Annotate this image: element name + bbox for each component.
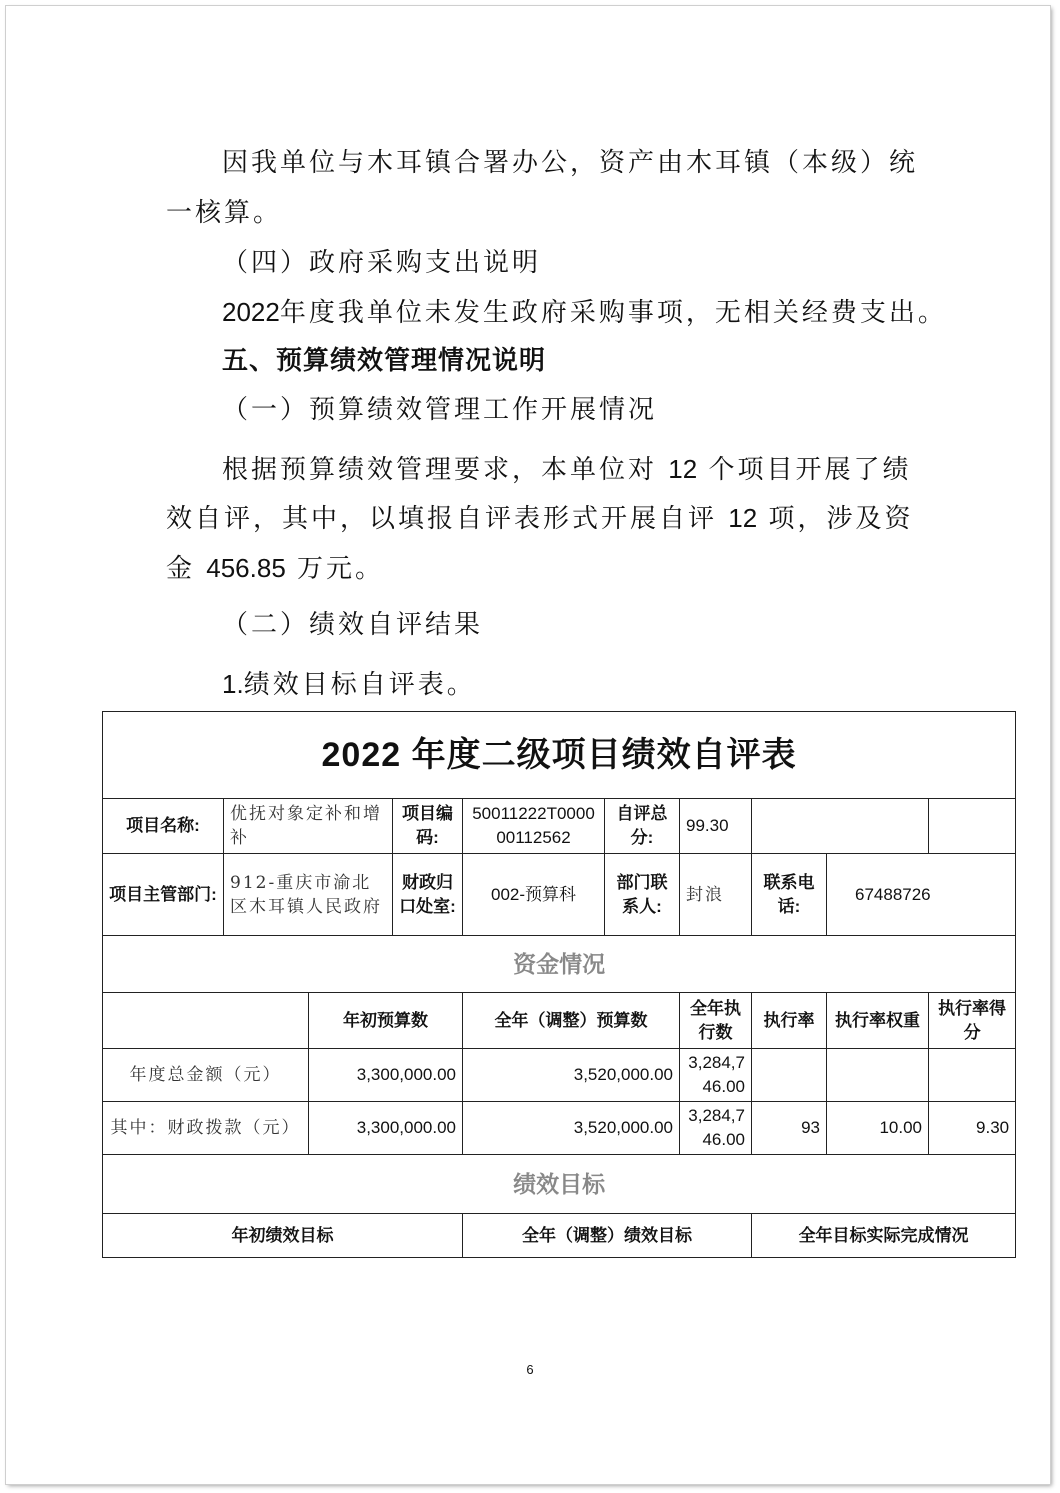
funds-row-fiscal-adjusted: 3,520,000.00 [463,1102,680,1155]
funds-row-total-score [929,1049,1016,1102]
evaluation-text-c: 效自评，其中，以填报自评表形式开展自评 [166,504,729,534]
empty-cell [103,993,309,1049]
project-code-value: 50011222T000000112562 [463,799,605,854]
procurement-text: 年度我单位未发生政府采购事项，无相关经费支出。 [279,298,947,328]
funds-header-adjusted: 全年（调整）预算数 [463,993,680,1049]
table-title: 2022 年度二级项目绩效自评表 [103,712,1016,799]
item-number: 1. [222,669,244,699]
self-eval-count: 12 [728,503,758,533]
funds-header-weight: 执行率权重 [827,993,929,1049]
finance-office-value: 002-预算科 [463,854,605,936]
evaluation-text-d: 项，涉及资 [757,504,914,534]
evaluation-text-a: 根据预算绩效管理要求，本单位对 [222,455,669,485]
project-code-label: 项目编码: [393,799,463,854]
page-number: 6 [526,1362,534,1377]
heading-performance-management: 五、预算绩效管理情况说明 [222,346,547,376]
project-name-value: 优抚对象定补和增补 [224,799,393,854]
funds-row-fiscal-initial: 3,300,000.00 [309,1102,463,1155]
paragraph-assets-line1: 因我单位与木耳镇合署办公，资产由木耳镇（本级）统 [222,148,919,178]
procurement-year: 2022 [222,297,280,327]
evaluation-text-b: 个项目开展了绩 [697,455,912,485]
funds-row-fiscal-score: 9.30 [929,1102,1016,1155]
heading-procurement: （四）政府采购支出说明 [222,248,542,278]
finance-office-label: 财政归口处室: [393,854,463,936]
performance-evaluation-table [102,711,1016,1258]
goals-section-title: 绩效目标 [103,1155,1016,1214]
item-text: 绩效目标自评表。 [243,670,476,700]
paragraph-procurement [222,297,947,328]
funds-row-total-rate [752,1049,827,1102]
paragraph-evaluation-line3 [166,553,384,584]
funds-row-fiscal-label: 其中：财政拨款（元） [103,1102,309,1155]
goals-header-actual: 全年目标实际完成情况 [752,1214,1016,1258]
evaluation-text-f: 万元。 [285,554,385,584]
dept-value: 912-重庆市渝北区木耳镇人民政府 [224,854,393,936]
funds-row-fiscal-rate: 93 [752,1102,827,1155]
project-count: 12 [668,454,698,484]
phone-label: 联系电话: [752,854,827,936]
evaluation-text-e: 金 [166,554,207,584]
heading-performance-work: （一）预算绩效管理工作开展情况 [222,395,658,425]
funds-section-title: 资金情况 [103,936,1016,993]
funds-header-score: 执行率得分 [929,993,1016,1049]
funds-row-fiscal-weight: 10.00 [827,1102,929,1155]
funds-header-executed: 全年执行数 [680,993,752,1049]
funds-row-fiscal-executed: 3,284,746.00 [680,1102,752,1155]
contact-label: 部门联系人: [605,854,680,936]
empty-cell [929,799,1016,854]
phone-value: 67488726 [827,854,1016,936]
funds-row-total-label: 年度总金额（元） [103,1049,309,1102]
goals-header-initial: 年初绩效目标 [103,1214,463,1258]
funds-header-rate: 执行率 [752,993,827,1049]
paragraph-evaluation-line1 [222,454,911,485]
self-score-value: 99.30 [680,799,752,854]
item-goal-table [222,669,476,700]
funds-row-total-weight [827,1049,929,1102]
dept-label: 项目主管部门: [103,854,224,936]
self-score-label: 自评总分: [605,799,680,854]
paragraph-assets-line2: 一核算。 [166,198,283,228]
heading-self-eval-results: （二）绩效自评结果 [222,610,484,640]
funds-header-initial: 年初预算数 [309,993,463,1049]
funds-row-total-adjusted: 3,520,000.00 [463,1049,680,1102]
contact-value: 封浪 [680,854,752,936]
funds-row-total-initial: 3,300,000.00 [309,1049,463,1102]
funds-amount: 456.85 [206,553,286,583]
paragraph-evaluation-line2 [166,503,913,534]
empty-cell [752,799,929,854]
funds-row-total-executed: 3,284,746.00 [680,1049,752,1102]
project-name-label: 项目名称: [103,799,224,854]
goals-header-adjusted: 全年（调整）绩效目标 [463,1214,752,1258]
